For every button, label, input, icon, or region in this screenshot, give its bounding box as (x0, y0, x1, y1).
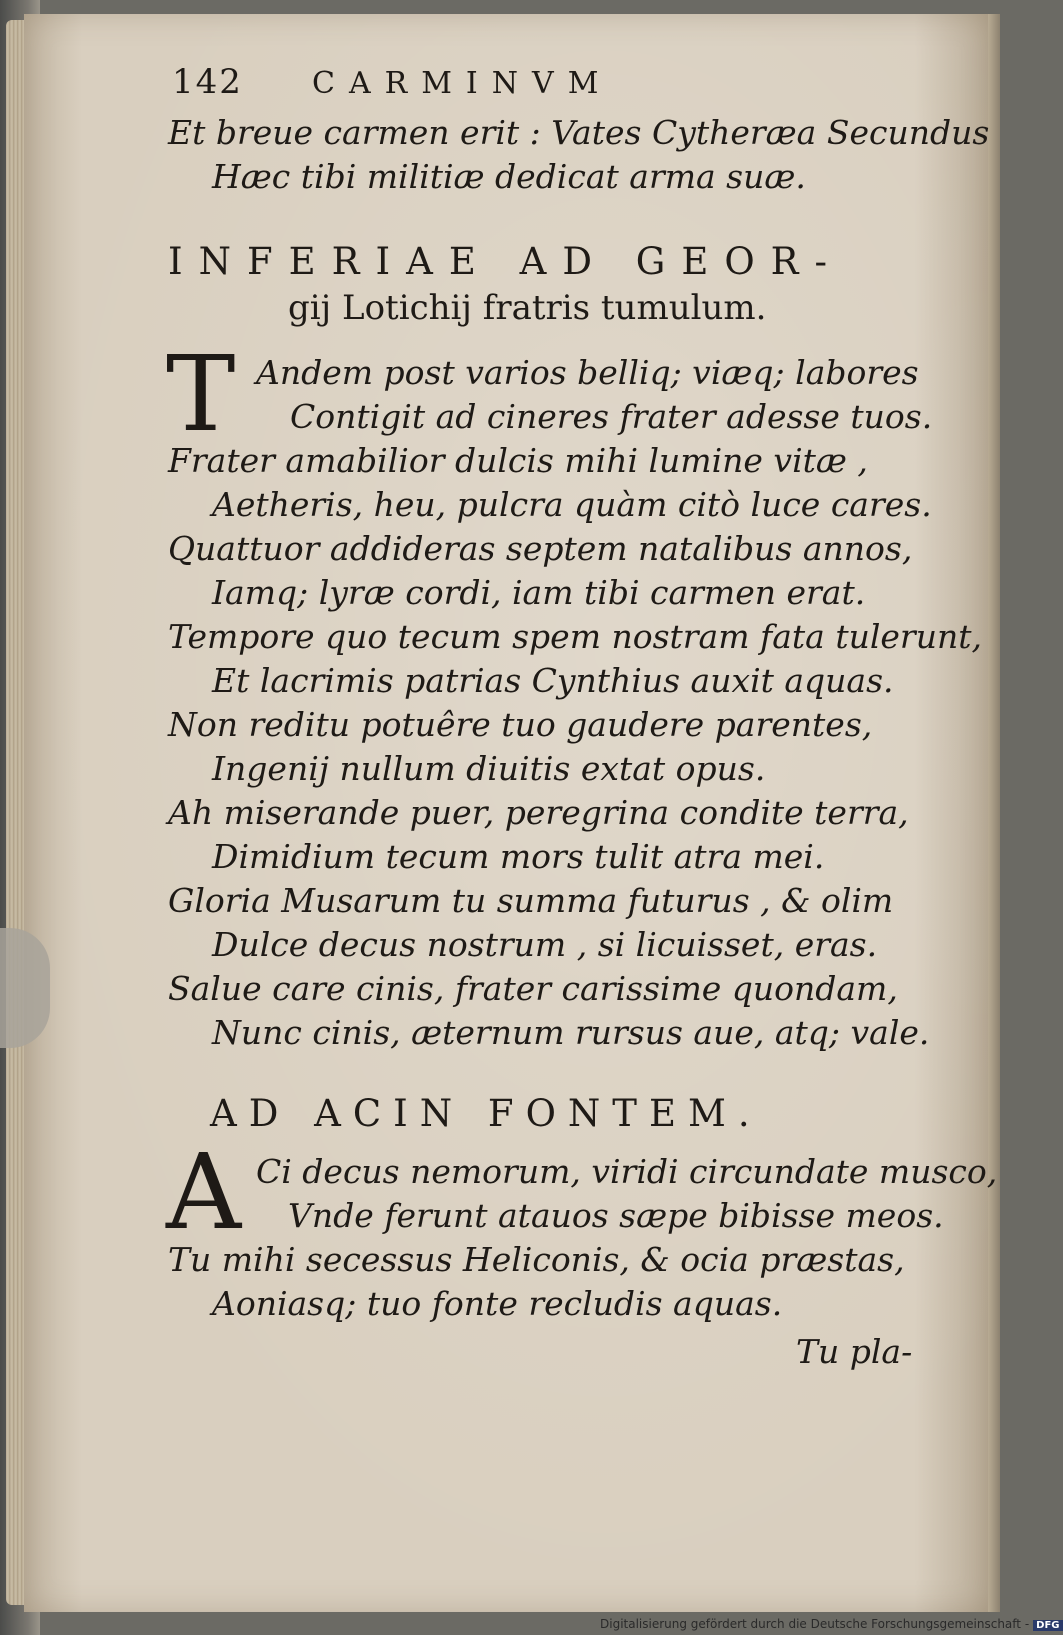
catchword: Tu pla- (796, 1332, 913, 1371)
page-clip-tab (0, 928, 50, 1048)
poem2-line: Ci decus nemorum, viridi circundate musco, (256, 1152, 998, 1191)
poem2-heading: AD ACIN FONTEM. (210, 1092, 762, 1135)
digitization-footer (600, 1617, 1063, 1631)
poem2-line: Tu mihi secessus Heliconis, & ocia præstas, (168, 1240, 905, 1279)
page-right-edge (988, 14, 1000, 1612)
poem1-line: Ingenij nullum diuitis extat opus. (212, 749, 766, 788)
poem1-line: Aetheris, heu, pulcra quàm citò luce cares. (212, 485, 932, 524)
intro-line-1: Et breue carmen erit : Vates Cytheræa Secundus (168, 113, 990, 152)
poem1-line: Dulce decus nostrum , si licuisset, eras. (212, 925, 878, 964)
footer-text: Digitalisierung gefördert durch die Deutsche Forschungsgemeinschaft - (600, 1617, 1030, 1631)
intro-line-2: Hæc tibi militiæ dedicat arma suæ. (212, 157, 806, 196)
poem1-heading-line1: INFERIAE AD GEOR- (168, 240, 844, 283)
poem2-line: Vnde ferunt atauos sæpe bibisse meos. (288, 1196, 944, 1235)
poem1-drop-cap: T (166, 333, 236, 455)
poem1-line: Iamq; lyræ cordi, iam tibi carmen erat. (212, 573, 866, 612)
poem1-line: Contigit ad cineres frater adesse tuos. (290, 397, 933, 436)
poem1-heading-line2: gij Lotichij fratris tumulum. (288, 288, 767, 328)
poem1-line: Andem post varios belliq; viæq; labores (256, 353, 919, 392)
dfg-badge: DFG (1033, 1620, 1062, 1631)
poem1-line: Dimidium tecum mors tulit atra mei. (212, 837, 825, 876)
running-header (172, 62, 612, 102)
poem1-line: Nunc cinis, æternum rursus aue, atq; vale. (212, 1013, 930, 1052)
poem1-line: Ah miserande puer, peregrina condite terra, (168, 793, 909, 832)
poem1-line: Quattuor addideras septem natalibus annos, (168, 529, 913, 568)
page-number: 142 (172, 62, 243, 102)
poem1-line: Non reditu potuêre tuo gaudere parentes, (168, 705, 873, 744)
poem2-drop-cap: A (166, 1131, 242, 1253)
poem1-line: Gloria Musarum tu summa futurus , & olim (168, 881, 894, 920)
poem1-line: Tempore quo tecum spem nostram fata tulerunt, (168, 617, 982, 656)
poem1-line: Et lacrimis patrias Cynthius auxit aquas. (212, 661, 894, 700)
poem1-line: Salue care cinis, frater carissime quondam, (168, 969, 898, 1008)
poem2-line: Aoniasq; tuo fonte recludis aquas. (212, 1284, 783, 1323)
running-title: CARMINVM (312, 66, 613, 101)
poem1-line: Frater amabilior dulcis mihi lumine vitæ , (168, 441, 868, 480)
